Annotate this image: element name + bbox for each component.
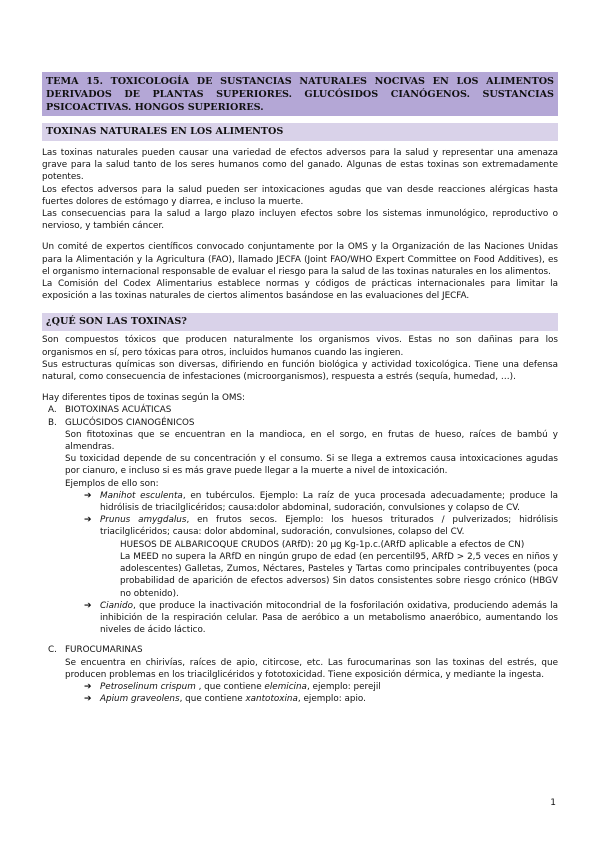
- list-marker: B.: [48, 417, 57, 428]
- paragraph: Sus estructuras químicas son diversas, difiriendo en función biológica y actividad toxicológica. Tiene una defensa natural, como consecuencia de infestaciones (microorganismos), respuesta a estrés (sequía, humedad, …).: [42, 359, 558, 383]
- compound-name: elemicina: [264, 681, 307, 692]
- species-name: Apium graveolens: [100, 694, 180, 705]
- paragraph: Son compuestos tóxicos que producen naturalmente los organismos vivos. Estas no son dañinas para los organismos en sí, pero tóxicas para otros, incluidos humanos cuando las ingieren.: [42, 335, 558, 358]
- document-page: [42, 72, 558, 705]
- section-heading-que-son: ¿QUÉ SON LAS TOXINAS?: [42, 313, 558, 331]
- list-item-c: [42, 644, 558, 656]
- sub-paragraph: HUESOS DE ALBARICOQUE CRUDOS (ARfD): 20 µg Kg-1p.c.(ARfD aplicable a efectos de CN): [120, 539, 525, 550]
- example-text: , en frutos secos. Ejemplo: los huesos triturados / pulverizados; hidrólisis triacilglicéridos; causa: dolor abdominal, sudoración, convulsiones, colapso del CV.: [100, 515, 559, 538]
- example-item: [42, 600, 558, 637]
- paragraph: Ejemplos de ello son:: [65, 478, 159, 489]
- species-name: Manihot esculenta: [100, 490, 183, 501]
- example-item: [42, 693, 558, 705]
- list-item-b: [42, 417, 558, 429]
- paragraph: Los efectos adversos para la salud pueden ser intoxicaciones agudas que van desde reacciones alérgicas hasta fuertes dolores de estómago y diarrea, e incluso la muerte.: [42, 184, 558, 207]
- list-intro: Hay diferentes tipos de toxinas según la OMS:: [42, 393, 246, 404]
- compound-name: xantotoxina: [245, 694, 298, 705]
- paragraph: Son fitotoxinas que se encuentran en la mandioca, en el sorgo, en frutas de hueso, raíces de bambú y almendras.: [65, 429, 558, 453]
- paragraph: Un comité de expertos científicos convocado conjuntamente por la OMS y la Organización de las Naciones Unidas para la Alimentación y la Agricultura (FAO), llamado JECFA (Joint FAO/WHO Expert Committee on Food Additives), es el organismo internacional responsable de evaluar el riesgo para la salud de las toxinas naturales en los alimentos.: [42, 242, 558, 277]
- paragraph: Las toxinas naturales pueden causar una variedad de efectos adversos para la salud y representar una amenaza grave para la salud tanto de los seres humanos como del ganado. Algunas de estas toxinas son extremadamente potentes.: [42, 148, 558, 183]
- example-text: , que contiene: [179, 694, 246, 705]
- arrow-icon: ➔: [84, 515, 92, 526]
- arrow-icon: ➔: [84, 681, 92, 692]
- sub-paragraph: La MEED no supera la ARfD en ningún grupo de edad (en percentil95, ARfD > 2,5 veces en niños y adolescentes) Galletas, Zumos, Néctares, Pasteles y Tartas como principales contribuyentes (poca probabilidad de aparición de efectos adversos) Sin datos consistentes sobre riesgo crónico (HBGV no obtenido).: [120, 551, 558, 599]
- species-name: Prunus amygdalus: [100, 515, 187, 526]
- list-item-a: [42, 404, 558, 416]
- example-text: , que contiene: [195, 681, 265, 692]
- list-label: BIOTOXINAS ACUÁTICAS: [65, 405, 172, 416]
- example-text: , en tubérculos. Ejemplo: La raíz de yuca procesada adecuadamente; produce la hidrólisis de triacilglicéridos; causa:dolor abdominal, sudoración, convulsiones y colapso de CV.: [100, 490, 559, 514]
- page-number: 1: [550, 798, 556, 808]
- paragraph: Las consecuencias para la salud a largo plazo incluyen efectos sobre los sistemas inmunológico, reproductivo o nervioso, y también cáncer.: [42, 209, 558, 232]
- example-text: , ejemplo: apio.: [297, 694, 366, 705]
- example-item: [42, 514, 558, 538]
- example-item: [42, 681, 558, 693]
- species-name: Cianido: [100, 600, 133, 611]
- paragraph: Se encuentra en chirivías, raíces de apio, citircose, etc. Las furocumarinas son las toxinas del estrés, que producen problemas en los triacilglicéridos y fototoxicidad. Tiene exposición dérmica, y mediante la ingesta.: [65, 657, 558, 680]
- list-marker: A.: [48, 405, 57, 416]
- example-text: , ejemplo: perejil: [306, 681, 381, 692]
- example-text: , que produce la inactivación mitocondrial de la fosforilación oxidativa, produciendo además la inhibición de la respiración celular. Pasa de aeróbico a un metabolismo anaeróbico, aumentando los niveles de ácido láctico.: [100, 600, 558, 636]
- example-item: [42, 490, 558, 514]
- arrow-icon: ➔: [84, 694, 92, 705]
- paragraph: La Comisión del Codex Alimentarius establece normas y códigos de prácticas internacionales para limitar la exposición a las toxinas naturales de ciertos alimentos basándose en las evaluaciones del JECFA.: [42, 279, 558, 302]
- paragraph: Su toxicidad depende de su concentración y el consumo. Si se llega a extremos causa intoxicaciones agudas por cianuro, e incluso si es más grave puede llegar a la muerte a nivel de intoxicación.: [65, 454, 558, 477]
- list-label: GLUCÓSIDOS CIANOGÉNICOS: [65, 417, 195, 428]
- arrow-icon: ➔: [84, 600, 92, 611]
- list-label: FUROCUMARINAS: [65, 645, 143, 656]
- list-marker: C.: [48, 645, 57, 656]
- document-title: TEMA 15. TOXICOLOGÍA DE SUSTANCIAS NATURALES NOCIVAS EN LOS ALIMENTOS DERIVADOS DE PLANTAS SUPERIORES. GLUCÓSIDOS CIANÓGENOS. SUSTANCIAS PSICOACTIVAS. HONGOS SUPERIORES.: [42, 72, 558, 116]
- arrow-icon: ➔: [84, 490, 92, 501]
- section-heading-toxinas: TOXINAS NATURALES EN LOS ALIMENTOS: [42, 123, 558, 141]
- species-name: Petroselinum crispum: [100, 681, 196, 692]
